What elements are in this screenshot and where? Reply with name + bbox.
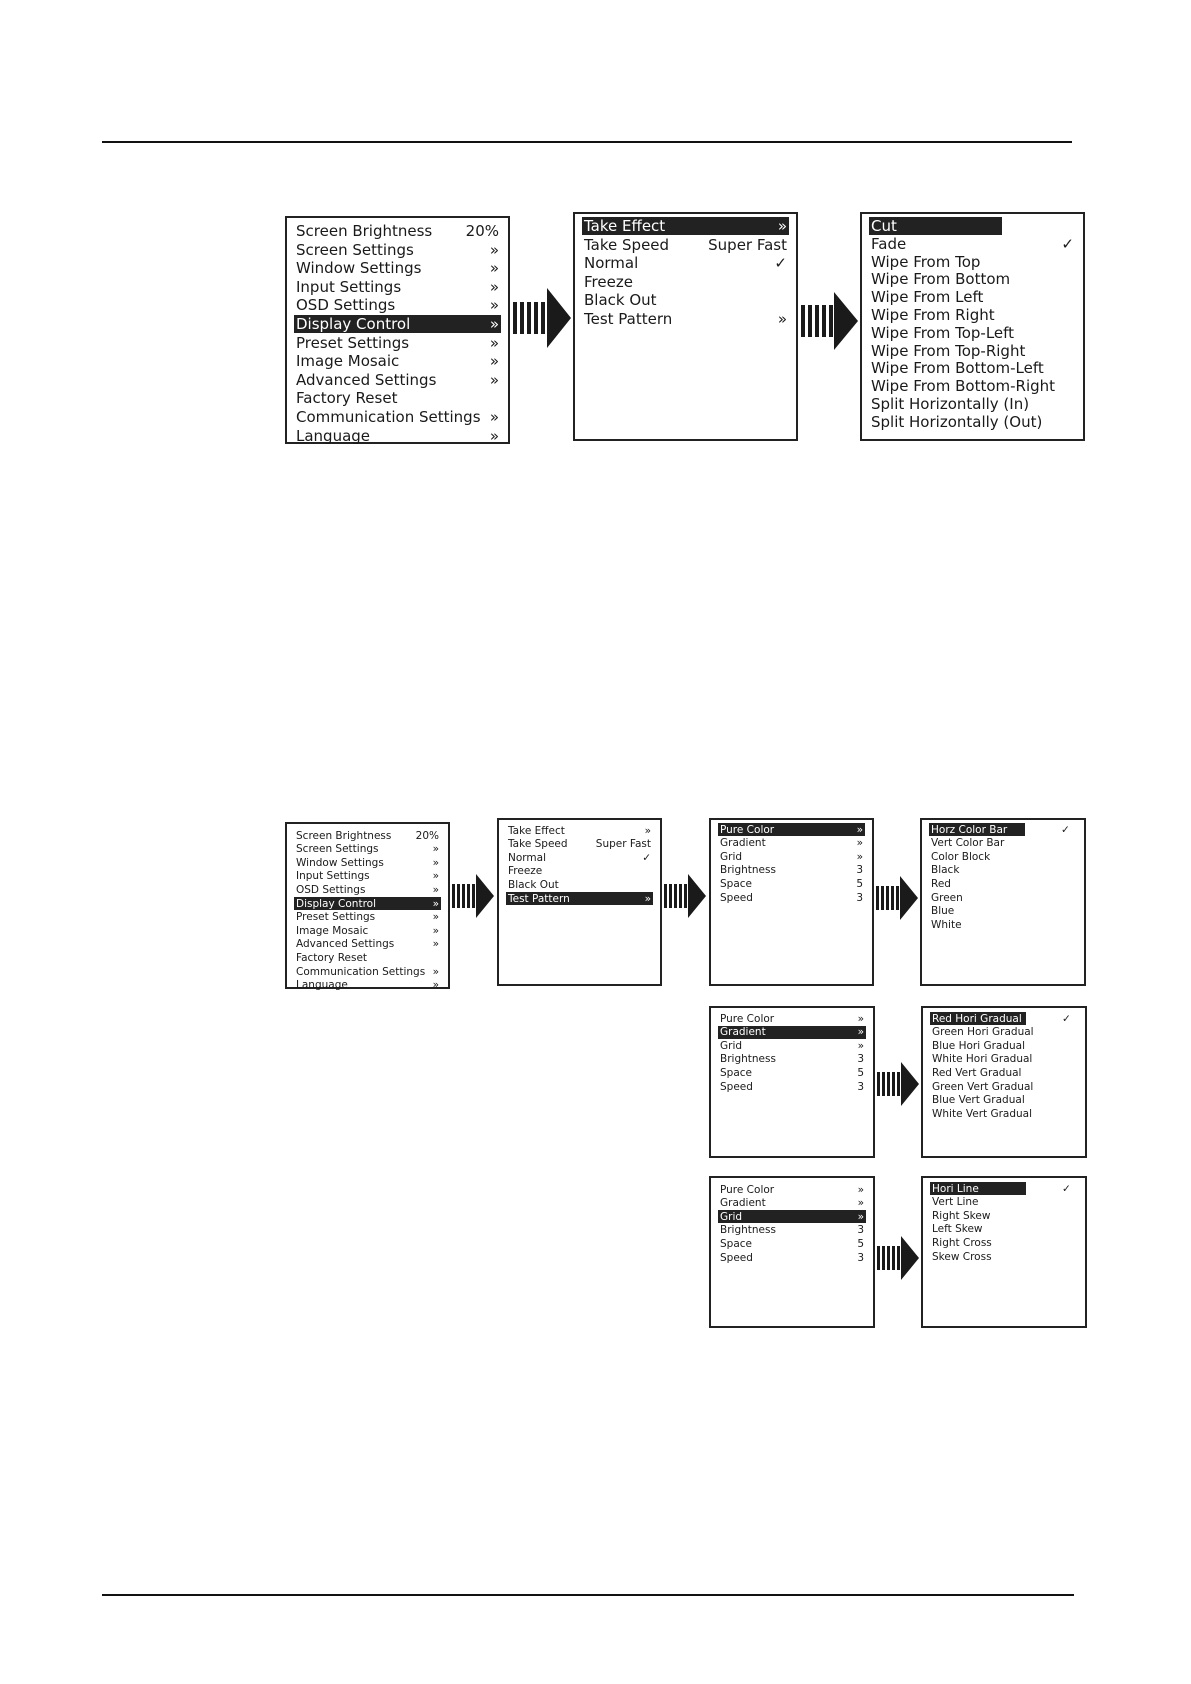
menu-item-label: Green bbox=[931, 891, 963, 904]
menu-item-language[interactable] bbox=[294, 427, 501, 445]
checkmark-icon bbox=[1061, 824, 1070, 836]
menu-item-vert-line[interactable] bbox=[930, 1196, 1078, 1209]
menu-item-label: Black bbox=[931, 864, 960, 877]
double-chevron-right-icon bbox=[433, 857, 439, 869]
menu-item-value: 5 bbox=[856, 877, 863, 890]
menu-item-label: Wipe From Bottom-Right bbox=[871, 377, 1056, 396]
menu-item-speed[interactable] bbox=[718, 891, 865, 904]
menu-item-label: Communication Settings bbox=[296, 408, 481, 426]
double-chevron-right-icon bbox=[490, 315, 499, 333]
menu-item-label: Pure Color bbox=[720, 1183, 775, 1196]
menu-item-label: Green Vert Gradual bbox=[932, 1080, 1034, 1093]
flow-arrow-icon bbox=[877, 1236, 919, 1280]
menu-item-label: Hori Line bbox=[932, 1182, 979, 1195]
menu-item-label: Green Hori Gradual bbox=[932, 1026, 1034, 1039]
menu-item-white-vert-gradual[interactable] bbox=[930, 1107, 1078, 1120]
menu-item-label: Black Out bbox=[584, 291, 657, 310]
menu-item-take-speed[interactable] bbox=[506, 838, 653, 851]
menu-item-label: Split Horizontally (In) bbox=[871, 395, 1030, 413]
menu-item-wipe-from-right[interactable] bbox=[869, 306, 1076, 324]
flow-arrow-icon bbox=[452, 874, 494, 918]
menu-item-label: Black Out bbox=[508, 878, 559, 891]
menu-item-label: White Vert Gradual bbox=[932, 1107, 1033, 1120]
double-chevron-right-icon bbox=[778, 217, 787, 235]
menu-item-label: Red Hori Gradual bbox=[932, 1012, 1022, 1025]
menu-item-label: Pure Color bbox=[720, 1012, 775, 1025]
menu-item-label: Blue bbox=[931, 905, 955, 918]
menu-item-black[interactable] bbox=[929, 864, 1077, 877]
double-chevron-right-icon bbox=[490, 352, 499, 370]
menu-item-pure-color[interactable] bbox=[718, 823, 865, 836]
menu-item-label: OSD Settings bbox=[296, 883, 366, 896]
menu-item-brightness[interactable] bbox=[718, 1224, 866, 1237]
menu-item-input-settings[interactable] bbox=[294, 278, 501, 296]
double-chevron-right-icon bbox=[778, 310, 787, 328]
menu-item-label: Advanced Settings bbox=[296, 938, 395, 951]
menu-item-space[interactable] bbox=[718, 1066, 866, 1079]
double-chevron-right-icon bbox=[490, 241, 499, 259]
display-control-panel-small bbox=[497, 818, 662, 986]
menu-item-label: Fade bbox=[871, 234, 907, 253]
menu-item-brightness[interactable] bbox=[718, 864, 865, 877]
menu-item-value: 5 bbox=[857, 1237, 864, 1250]
menu-item-grid[interactable] bbox=[718, 850, 865, 863]
menu-item-speed[interactable] bbox=[718, 1251, 866, 1264]
menu-item-label: Screen Brightness bbox=[296, 222, 433, 240]
menu-item-window-settings[interactable] bbox=[294, 259, 501, 277]
menu-item-label: Space bbox=[720, 877, 752, 890]
menu-item-green-hori-gradual[interactable] bbox=[930, 1026, 1078, 1039]
menu-item-right-cross[interactable] bbox=[930, 1236, 1078, 1249]
menu-item-label: Take Speed bbox=[508, 838, 568, 851]
menu-item-green-vert-gradual[interactable] bbox=[930, 1080, 1078, 1093]
menu-item-label: Language bbox=[296, 979, 348, 992]
menu-item-label: Vert Color Bar bbox=[931, 837, 1005, 850]
double-chevron-right-icon bbox=[433, 966, 439, 978]
menu-item-label: Wipe From Right bbox=[871, 306, 995, 324]
menu-item-label: Wipe From Top-Left bbox=[871, 323, 1015, 342]
menu-item-brightness[interactable] bbox=[718, 1053, 866, 1066]
double-chevron-right-icon bbox=[858, 1013, 864, 1025]
menu-item-preset-settings[interactable] bbox=[294, 334, 501, 352]
grid-panel bbox=[921, 1176, 1087, 1328]
menu-item-label: Freeze bbox=[508, 865, 543, 878]
menu-item-display-control[interactable] bbox=[294, 897, 441, 910]
menu-item-test-pattern[interactable] bbox=[506, 892, 653, 905]
flow-arrow-icon bbox=[876, 876, 918, 920]
menu-item-label: Image Mosaic bbox=[296, 924, 369, 937]
menu-item-color-block[interactable] bbox=[929, 850, 1077, 863]
menu-item-cut[interactable] bbox=[869, 217, 1002, 235]
menu-item-label: Language bbox=[296, 426, 371, 445]
menu-item-wipe-from-bottom-left[interactable] bbox=[869, 359, 1076, 377]
menu-item-label: Preset Settings bbox=[296, 333, 410, 352]
menu-item-label: Test Pattern bbox=[584, 310, 673, 328]
menu-item-label: Test Pattern bbox=[508, 892, 570, 905]
menu-item-preset-settings[interactable] bbox=[294, 911, 441, 924]
menu-item-label: Preset Settings bbox=[296, 911, 376, 924]
menu-item-label: Vert Line bbox=[932, 1196, 979, 1209]
menu-item-label: OSD Settings bbox=[296, 296, 396, 315]
double-chevron-right-icon bbox=[433, 938, 439, 950]
flow-arrow-icon bbox=[801, 292, 858, 350]
menu-item-split-horizontally-out[interactable] bbox=[869, 413, 1076, 431]
menu-item-space[interactable] bbox=[718, 877, 865, 890]
double-chevron-right-icon bbox=[433, 843, 439, 855]
menu-item-label: Window Settings bbox=[296, 856, 384, 869]
double-chevron-right-icon bbox=[858, 1197, 864, 1209]
take-effect-panel bbox=[860, 212, 1085, 441]
double-chevron-right-icon bbox=[645, 825, 651, 837]
menu-item-test-pattern[interactable] bbox=[582, 310, 789, 328]
double-chevron-right-icon bbox=[490, 408, 499, 426]
menu-item-label: Skew Cross bbox=[932, 1250, 992, 1263]
test-pattern-gradient-panel bbox=[709, 1006, 875, 1158]
menu-item-value: 20% bbox=[465, 222, 499, 240]
double-chevron-right-icon bbox=[857, 851, 863, 863]
main-menu-panel-small bbox=[285, 822, 450, 992]
menu-item-white[interactable] bbox=[929, 918, 1077, 931]
menu-item-wipe-from-bottom-right[interactable] bbox=[869, 377, 1076, 395]
menu-item-normal[interactable] bbox=[582, 254, 789, 272]
menu-item-screen-settings[interactable] bbox=[294, 241, 501, 259]
menu-item-label: Speed bbox=[720, 891, 753, 904]
menu-item-freeze[interactable] bbox=[582, 273, 789, 291]
menu-item-value: 3 bbox=[857, 1224, 864, 1237]
menu-item-label: Red Vert Gradual bbox=[932, 1066, 1022, 1079]
menu-item-label: Brightness bbox=[720, 1224, 776, 1237]
double-chevron-right-icon bbox=[490, 278, 499, 296]
menu-item-factory-reset[interactable] bbox=[294, 389, 501, 407]
menu-item-red[interactable] bbox=[929, 877, 1077, 890]
double-chevron-right-icon bbox=[433, 870, 439, 882]
menu-item-label: Image Mosaic bbox=[296, 352, 400, 371]
menu-item-display-control[interactable] bbox=[294, 315, 501, 333]
double-chevron-right-icon bbox=[645, 893, 651, 905]
menu-item-label: Screen Brightness bbox=[296, 829, 392, 842]
menu-item-label: Input Settings bbox=[296, 870, 370, 883]
menu-item-label: Brightness bbox=[720, 864, 776, 877]
menu-item-take-effect[interactable] bbox=[582, 217, 789, 235]
menu-item-label: Grid bbox=[720, 850, 743, 863]
menu-item-osd-settings[interactable] bbox=[294, 296, 501, 314]
menu-item-skew-cross[interactable] bbox=[930, 1250, 1078, 1263]
menu-item-factory-reset[interactable] bbox=[294, 951, 441, 964]
flow-arrow-icon bbox=[513, 288, 571, 348]
gradient-panel bbox=[921, 1006, 1087, 1158]
menu-item-gradient[interactable] bbox=[718, 1197, 866, 1210]
menu-item-wipe-from-top[interactable] bbox=[869, 253, 1076, 271]
menu-item-advanced-settings[interactable] bbox=[294, 938, 441, 951]
test-pattern-pure-panel bbox=[709, 818, 874, 986]
double-chevron-right-icon bbox=[490, 334, 499, 352]
menu-item-window-settings[interactable] bbox=[294, 856, 441, 869]
double-chevron-right-icon bbox=[490, 296, 499, 314]
main-menu-panel bbox=[285, 216, 510, 444]
double-chevron-right-icon bbox=[857, 837, 863, 849]
menu-item-label: Window Settings bbox=[296, 259, 422, 278]
menu-item-value: 20% bbox=[415, 829, 439, 842]
menu-item-input-settings[interactable] bbox=[294, 870, 441, 883]
menu-item-value: 3 bbox=[857, 1053, 864, 1066]
menu-item-blue[interactable] bbox=[929, 905, 1077, 918]
menu-item-label: Color Block bbox=[931, 850, 991, 863]
menu-item-label: Factory Reset bbox=[296, 389, 398, 408]
menu-item-label: Red bbox=[931, 877, 951, 890]
menu-item-hori-line[interactable] bbox=[930, 1182, 1026, 1195]
menu-item-label: Grid bbox=[720, 1210, 743, 1223]
menu-item-label: Horz Color Bar bbox=[931, 823, 1008, 836]
menu-item-label: Normal bbox=[584, 254, 639, 273]
display-control-panel bbox=[573, 212, 798, 441]
menu-item-label: Wipe From Top bbox=[871, 252, 981, 271]
menu-item-blue-vert-gradual[interactable] bbox=[930, 1094, 1078, 1107]
menu-item-label: Wipe From Top-Right bbox=[871, 341, 1026, 360]
menu-item-blue-hori-gradual[interactable] bbox=[930, 1039, 1078, 1052]
checkmark-icon bbox=[1062, 1013, 1071, 1025]
menu-item-language[interactable] bbox=[294, 979, 441, 992]
menu-item-normal[interactable] bbox=[506, 851, 653, 864]
double-chevron-right-icon bbox=[858, 1040, 864, 1052]
menu-item-label: Freeze bbox=[584, 272, 633, 291]
menu-item-fade[interactable] bbox=[869, 235, 1076, 253]
double-chevron-right-icon bbox=[490, 371, 499, 389]
menu-item-image-mosaic[interactable] bbox=[294, 352, 501, 370]
menu-item-label: Speed bbox=[720, 1080, 753, 1093]
test-pattern-grid-panel bbox=[709, 1176, 875, 1328]
menu-item-label: White Hori Gradual bbox=[932, 1053, 1033, 1066]
menu-item-communication-settings[interactable] bbox=[294, 408, 501, 426]
menu-item-wipe-from-top-right[interactable] bbox=[869, 342, 1076, 360]
double-chevron-right-icon bbox=[433, 911, 439, 923]
checkmark-icon bbox=[642, 852, 651, 864]
header-rule bbox=[102, 141, 1072, 143]
menu-item-label: Communication Settings bbox=[296, 965, 426, 978]
menu-item-gradient[interactable] bbox=[718, 837, 865, 850]
menu-item-label: Input Settings bbox=[296, 277, 402, 296]
footer-rule bbox=[102, 1594, 1074, 1596]
menu-item-label: Left Skew bbox=[932, 1223, 983, 1236]
menu-item-label: Blue Hori Gradual bbox=[932, 1039, 1026, 1052]
menu-item-label: Right Cross bbox=[932, 1236, 992, 1249]
menu-item-value: Super Fast bbox=[708, 235, 787, 254]
menu-item-freeze[interactable] bbox=[506, 865, 653, 878]
menu-item-wipe-from-bottom[interactable] bbox=[869, 270, 1076, 288]
double-chevron-right-icon bbox=[433, 979, 439, 991]
menu-item-split-horizontally-in[interactable] bbox=[869, 395, 1076, 413]
menu-item-speed[interactable] bbox=[718, 1080, 866, 1093]
menu-item-label: Pure Color bbox=[720, 823, 775, 836]
menu-item-grid[interactable] bbox=[718, 1039, 866, 1052]
menu-item-label: Factory Reset bbox=[296, 951, 368, 964]
menu-item-label: Screen Settings bbox=[296, 240, 414, 259]
menu-item-screen-settings[interactable] bbox=[294, 843, 441, 856]
menu-item-label: Gradient bbox=[720, 837, 766, 850]
double-chevron-right-icon bbox=[858, 1026, 864, 1038]
menu-item-label: Blue Vert Gradual bbox=[932, 1094, 1025, 1107]
menu-item-left-skew[interactable] bbox=[930, 1223, 1078, 1236]
menu-item-advanced-settings[interactable] bbox=[294, 371, 501, 389]
menu-item-value: 3 bbox=[857, 1251, 864, 1264]
menu-item-vert-color-bar[interactable] bbox=[929, 837, 1077, 850]
double-chevron-right-icon bbox=[858, 1211, 864, 1223]
menu-item-space[interactable] bbox=[718, 1237, 866, 1250]
menu-item-right-skew[interactable] bbox=[930, 1209, 1078, 1222]
menu-item-label: Display Control bbox=[296, 897, 376, 910]
menu-item-label: Grid bbox=[720, 1039, 743, 1052]
menu-item-value: 3 bbox=[856, 864, 863, 877]
flow-arrow-icon bbox=[877, 1062, 919, 1106]
double-chevron-right-icon bbox=[858, 1184, 864, 1196]
menu-item-label: Space bbox=[720, 1066, 752, 1079]
menu-item-wipe-from-left[interactable] bbox=[869, 288, 1076, 306]
double-chevron-right-icon bbox=[490, 427, 499, 445]
checkmark-icon bbox=[1062, 1183, 1071, 1195]
menu-item-red-hori-gradual[interactable] bbox=[930, 1012, 1026, 1025]
menu-item-white-hori-gradual[interactable] bbox=[930, 1053, 1078, 1066]
menu-item-label: Brightness bbox=[720, 1053, 776, 1066]
menu-item-screen-brightness[interactable] bbox=[294, 222, 501, 240]
menu-item-black-out[interactable] bbox=[582, 291, 789, 309]
menu-item-horz-color-bar[interactable] bbox=[929, 823, 1025, 836]
menu-item-label: Display Control bbox=[296, 315, 411, 333]
menu-item-osd-settings[interactable] bbox=[294, 883, 441, 896]
menu-item-label: Normal bbox=[508, 851, 546, 864]
menu-item-label: Wipe From Bottom bbox=[871, 270, 1011, 289]
menu-item-label: Right Skew bbox=[932, 1209, 991, 1222]
menu-item-label: Cut bbox=[871, 217, 897, 235]
menu-item-label: Wipe From Left bbox=[871, 288, 984, 307]
menu-item-red-vert-gradual[interactable] bbox=[930, 1066, 1078, 1079]
menu-item-label: Wipe From Bottom-Left bbox=[871, 359, 1044, 378]
menu-item-label: Space bbox=[720, 1237, 752, 1250]
menu-item-screen-brightness[interactable] bbox=[294, 829, 441, 842]
menu-item-pure-color[interactable] bbox=[718, 1012, 866, 1025]
menu-item-label: Screen Settings bbox=[296, 843, 379, 856]
menu-item-label: White bbox=[931, 918, 962, 931]
menu-item-take-speed[interactable] bbox=[582, 236, 789, 254]
double-chevron-right-icon bbox=[490, 259, 499, 277]
double-chevron-right-icon bbox=[433, 925, 439, 937]
menu-item-pure-color[interactable] bbox=[718, 1183, 866, 1196]
checkmark-icon bbox=[774, 254, 787, 272]
menu-item-label: Take Effect bbox=[508, 824, 565, 837]
menu-item-grid[interactable] bbox=[718, 1210, 866, 1223]
menu-item-label: Advanced Settings bbox=[296, 370, 437, 389]
menu-item-gradient[interactable] bbox=[718, 1026, 866, 1039]
double-chevron-right-icon bbox=[433, 884, 439, 896]
menu-item-green[interactable] bbox=[929, 891, 1077, 904]
menu-item-label: Take Speed bbox=[584, 235, 670, 254]
menu-item-value: 3 bbox=[857, 1080, 864, 1093]
menu-item-image-mosaic[interactable] bbox=[294, 924, 441, 937]
menu-item-value: 3 bbox=[856, 891, 863, 904]
menu-item-value: 5 bbox=[857, 1066, 864, 1079]
double-chevron-right-icon bbox=[433, 898, 439, 910]
menu-item-label: Take Effect bbox=[584, 217, 666, 235]
checkmark-icon bbox=[1061, 235, 1074, 253]
pure-color-panel bbox=[920, 818, 1086, 986]
menu-item-take-effect[interactable] bbox=[506, 824, 653, 837]
menu-item-label: Speed bbox=[720, 1251, 753, 1264]
flow-arrow-icon bbox=[664, 874, 706, 918]
menu-item-wipe-from-top-left[interactable] bbox=[869, 324, 1076, 342]
menu-item-value: Super Fast bbox=[595, 838, 651, 851]
double-chevron-right-icon bbox=[857, 824, 863, 836]
menu-item-communication-settings[interactable] bbox=[294, 965, 441, 978]
menu-item-black-out[interactable] bbox=[506, 878, 653, 891]
menu-item-label: Gradient bbox=[720, 1026, 766, 1039]
menu-item-label: Split Horizontally (Out) bbox=[871, 412, 1043, 431]
menu-item-label: Gradient bbox=[720, 1197, 766, 1210]
